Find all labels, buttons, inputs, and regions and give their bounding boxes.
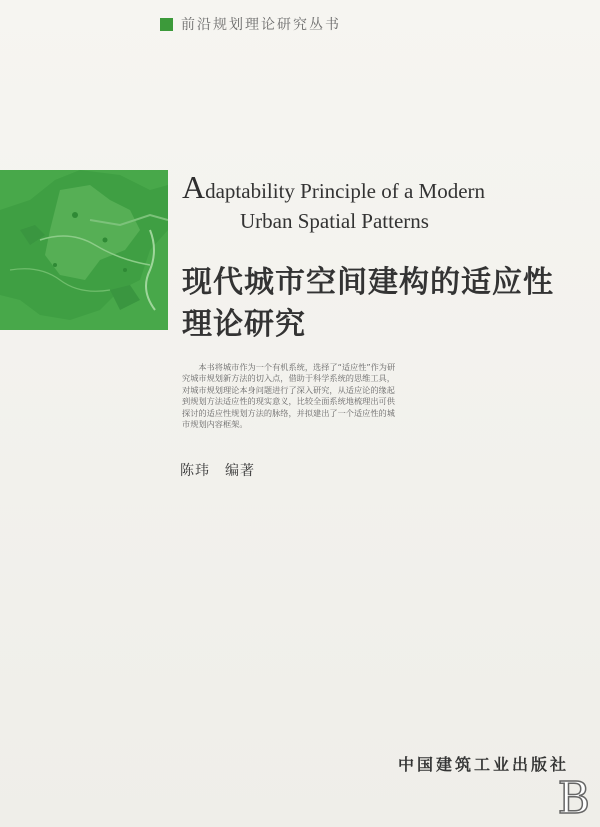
english-title <box>182 169 486 236</box>
map-illustration <box>0 170 168 330</box>
author-line: 陈玮 编著 <box>180 463 255 479</box>
english-title-line1: daptability Principle of a Modern <box>205 179 486 203</box>
edition-mark: B <box>557 773 590 824</box>
series-header <box>160 14 341 34</box>
abstract-text: 本书将城市作为一个有机系统，选择了“适应性”作为研究城市规划新方法的切入点，借助于科学系统的思维工具，对城市规划理论本身问题进行了深入研究，从适应论的缘起到规划方法适应性的现实意义，比较全面系统地梳理出可供探讨的适应性规划方法的脉络，并拟建出了一个适应性的城市规划内容框架。 <box>182 362 396 430</box>
chinese-title-line1: 现代城市空间建构的适应性 <box>182 265 554 300</box>
green-square-icon <box>160 18 173 31</box>
chinese-title-line2: 理论研究 <box>182 307 306 342</box>
chinese-title <box>182 262 554 346</box>
english-title-line2: Urban Spatial Patterns <box>240 209 429 233</box>
publisher-name: 中国建筑工业出版社 <box>398 755 570 774</box>
english-title-first-letter: A <box>182 169 206 205</box>
map-graphic <box>0 170 168 330</box>
series-label: 前沿规划理论研究丛书 <box>181 17 341 33</box>
